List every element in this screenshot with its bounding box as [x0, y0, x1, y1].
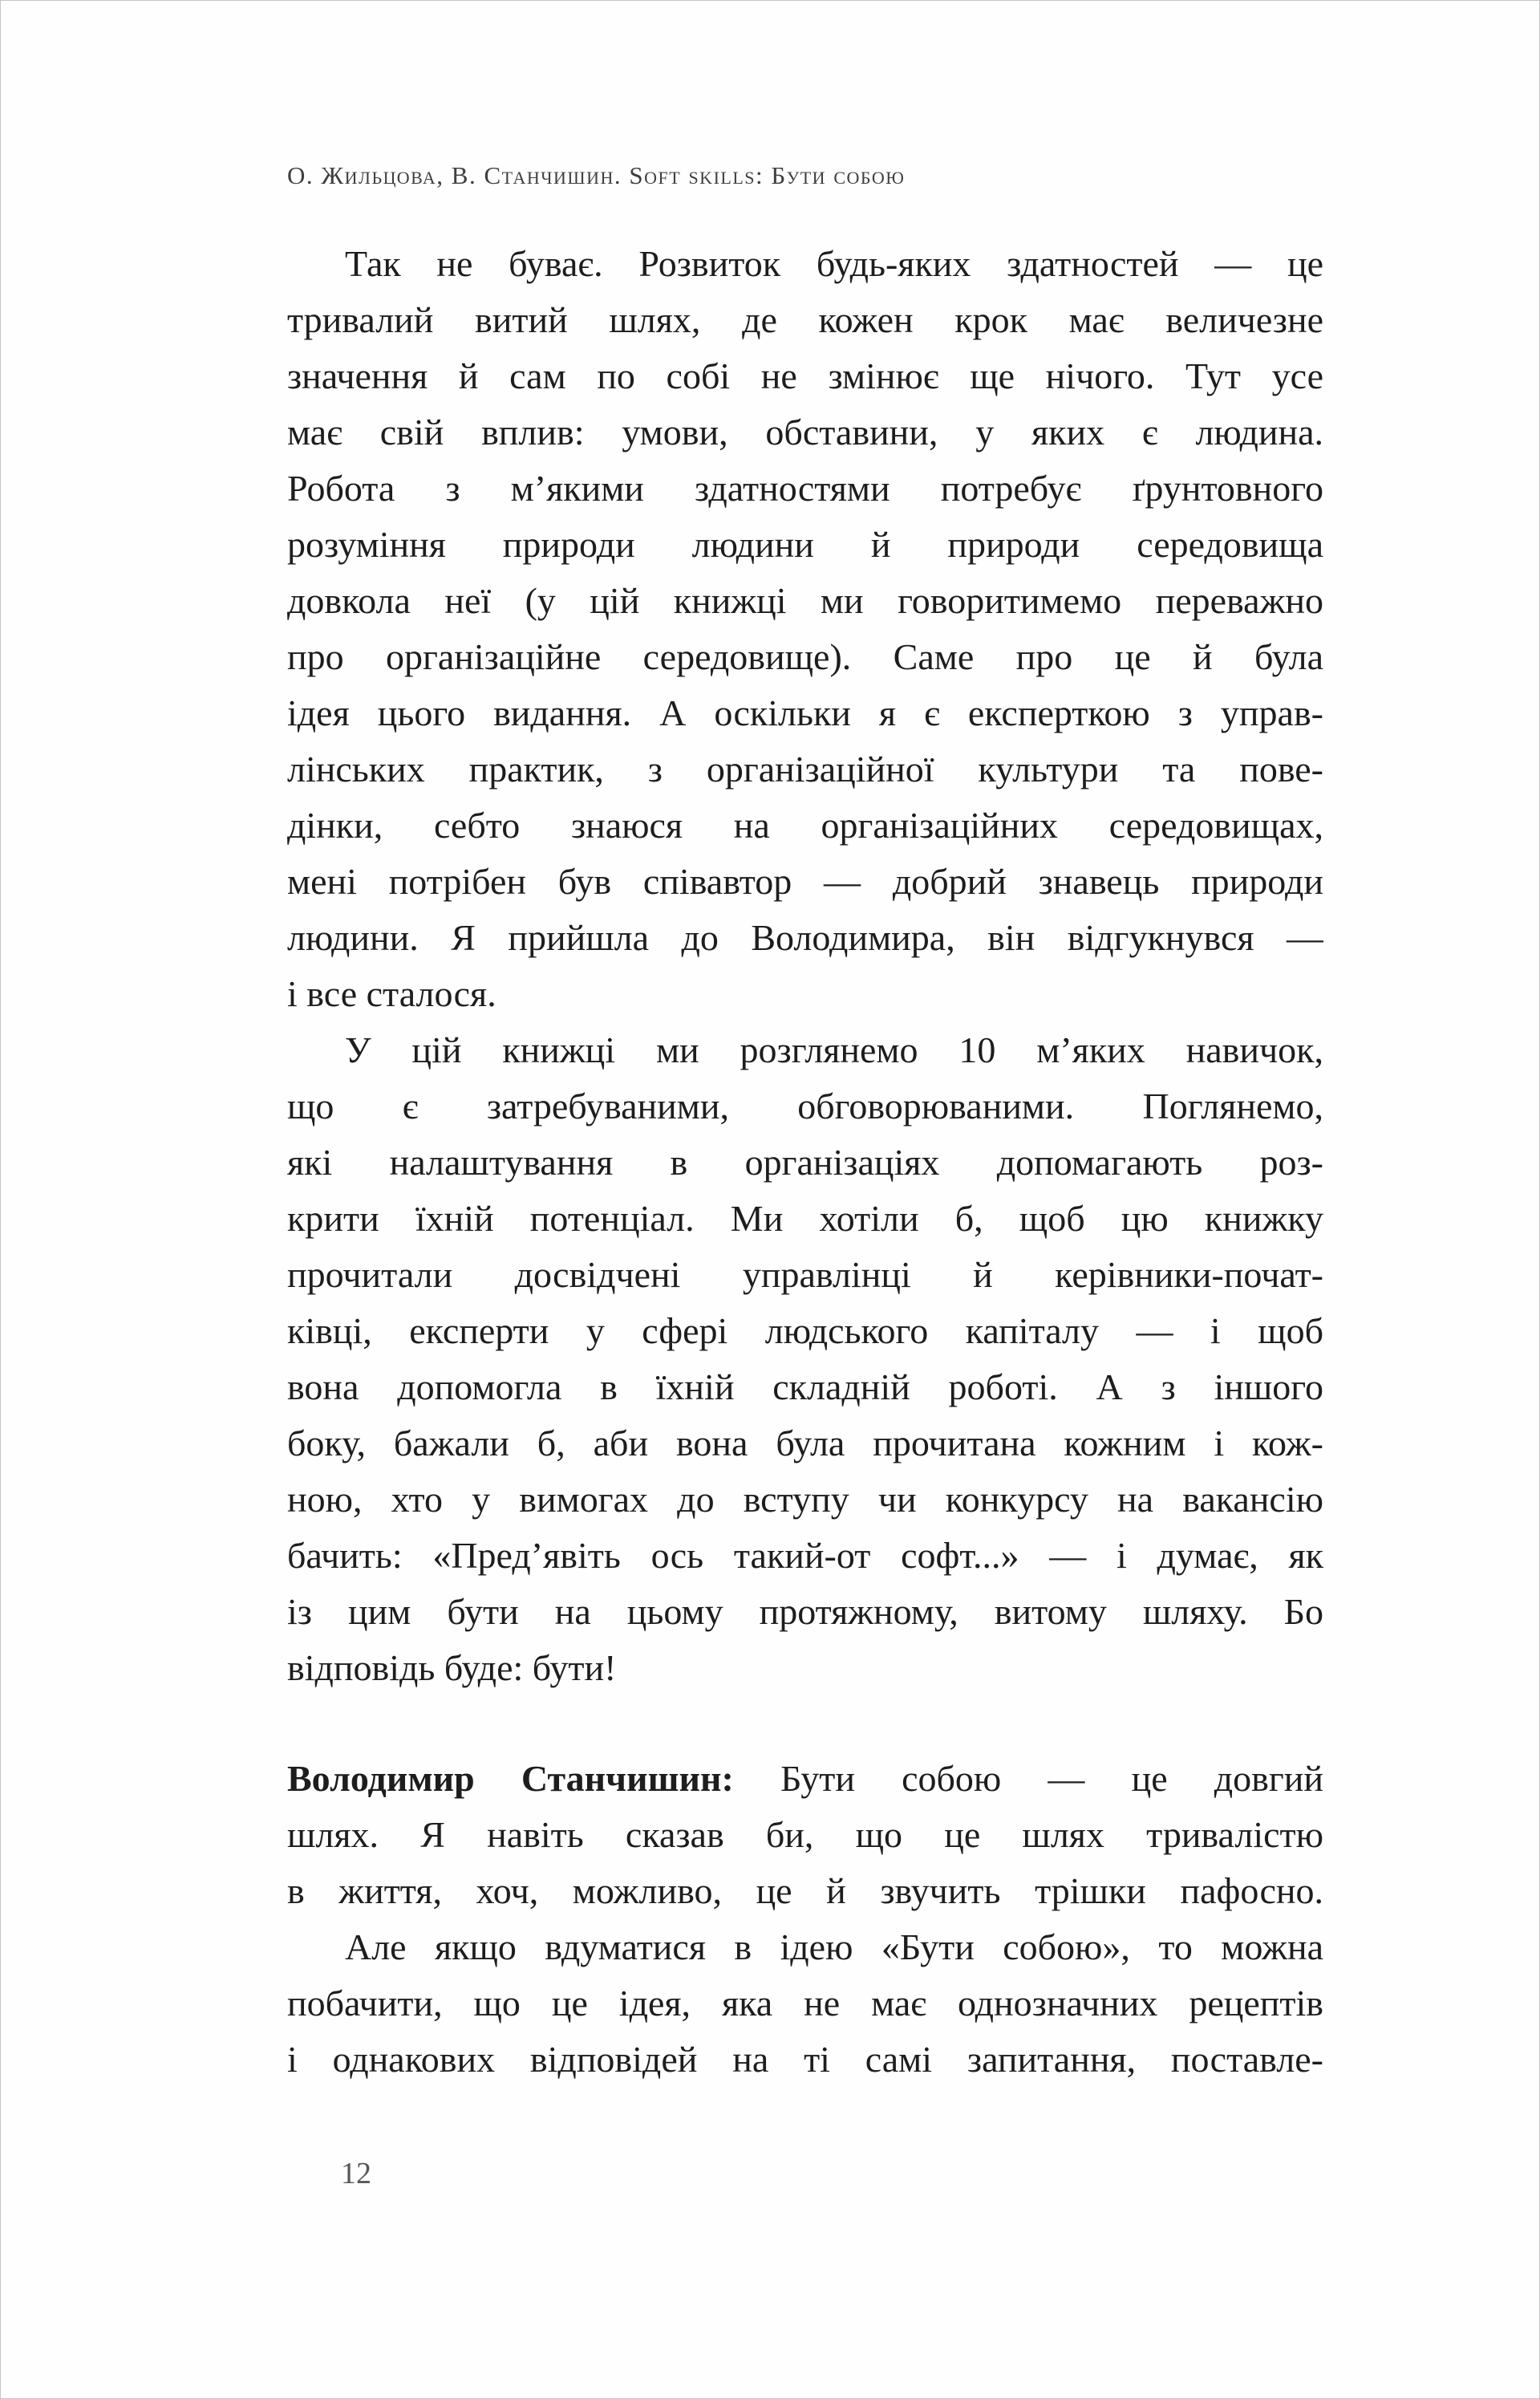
speaker-name: Володимир Станчишин: — [287, 1758, 734, 1799]
text-line: боку, бажали б, аби вона була прочитана кожним і кож- — [287, 1423, 1323, 1463]
text-line: довкола неї (у цій книжці ми говоритимемо переважно — [287, 580, 1323, 621]
text-line: розуміння природи людини й природи середовища — [287, 524, 1323, 565]
text-line: лінських практик, з організаційної культури та пове- — [287, 749, 1323, 790]
text-line: Володимир Станчишин: Бути собою — це довгий — [287, 1758, 1323, 1799]
paragraph — [287, 236, 1323, 1022]
text-line: тривалий витий шлях, де кожен крок має величезне — [287, 299, 1323, 340]
text-line: відповідь буде: бути! — [287, 1647, 617, 1688]
paragraph — [287, 1022, 1323, 1696]
text-line: ідея цього видання. А оскільки я є експерткою з управ- — [287, 692, 1323, 733]
text-line: шлях. Я навіть сказав би, що це шлях тривалістю — [287, 1814, 1323, 1855]
text-line: і все сталося. — [287, 973, 496, 1014]
text-line: У цій книжці ми розглянемо 10 м’яких навичок, — [345, 1029, 1323, 1070]
text-line: ківці, експерти у сфері людського капіталу — і щоб — [287, 1310, 1323, 1351]
text-line: Робота з м’якими здатностями потребує ґрунтовного — [287, 468, 1323, 509]
text-line: Так не буває. Розвиток будь-яких здатностей — це — [345, 243, 1323, 284]
text-line: прочитали досвідчені управлінці й керівники-почат- — [287, 1254, 1323, 1295]
text-line: значення й сам по собі не змінює ще нічого. Тут усе — [287, 355, 1323, 396]
text-line: має свій вплив: умови, обставини, у яких є людина. — [287, 412, 1323, 453]
text-line: які налаштування в організаціях допомагають роз- — [287, 1142, 1323, 1183]
text-line: Але якщо вдуматися в ідею «Бути собою», то можна — [345, 1926, 1323, 1967]
text-line: крити їхній потенціал. Ми хотіли б, щоб цю книжку — [287, 1198, 1323, 1239]
text-line: дінки, себто знаюся на організаційних середовищах, — [287, 805, 1323, 846]
text-line: в життя, хоч, можливо, це й звучить трішки пафосно. — [287, 1870, 1323, 1911]
text-line: бачить: «Пред’явіть ось такий-от софт...» — і думає, як — [287, 1535, 1323, 1576]
running-header: О. Жильцова, В. Станчишин. Soft skills: Бути собою — [287, 161, 906, 189]
text-line: про організаційне середовище). Саме про це й була — [287, 636, 1323, 677]
text-line: ною, хто у вимогах до вступу чи конкурсу на вакансію — [287, 1479, 1323, 1520]
text-line: людини. Я прийшла до Володимира, він відгукнувся — — [287, 917, 1323, 958]
text-line: що є затребуваними, обговорюваними. Поглянемо, — [287, 1086, 1323, 1126]
page-number: 12 — [341, 2157, 371, 2190]
text-line: вона допомогла в їхній складній роботі. А з іншого — [287, 1366, 1323, 1407]
paragraph — [287, 1919, 1323, 2088]
text-line: побачити, що це ідея, яка не має однозначних рецептів — [287, 1983, 1323, 2024]
paragraph — [287, 1751, 1323, 1919]
text-column — [287, 236, 1323, 2088]
text-line: мені потрібен був співавтор — добрий знавець природи — [287, 861, 1323, 902]
text-line: і однакових відповідей на ті самі запитання, поставле- — [287, 2039, 1323, 2080]
text-line: із цим бути на цьому протяжному, витому шляху. Бо — [287, 1591, 1323, 1632]
